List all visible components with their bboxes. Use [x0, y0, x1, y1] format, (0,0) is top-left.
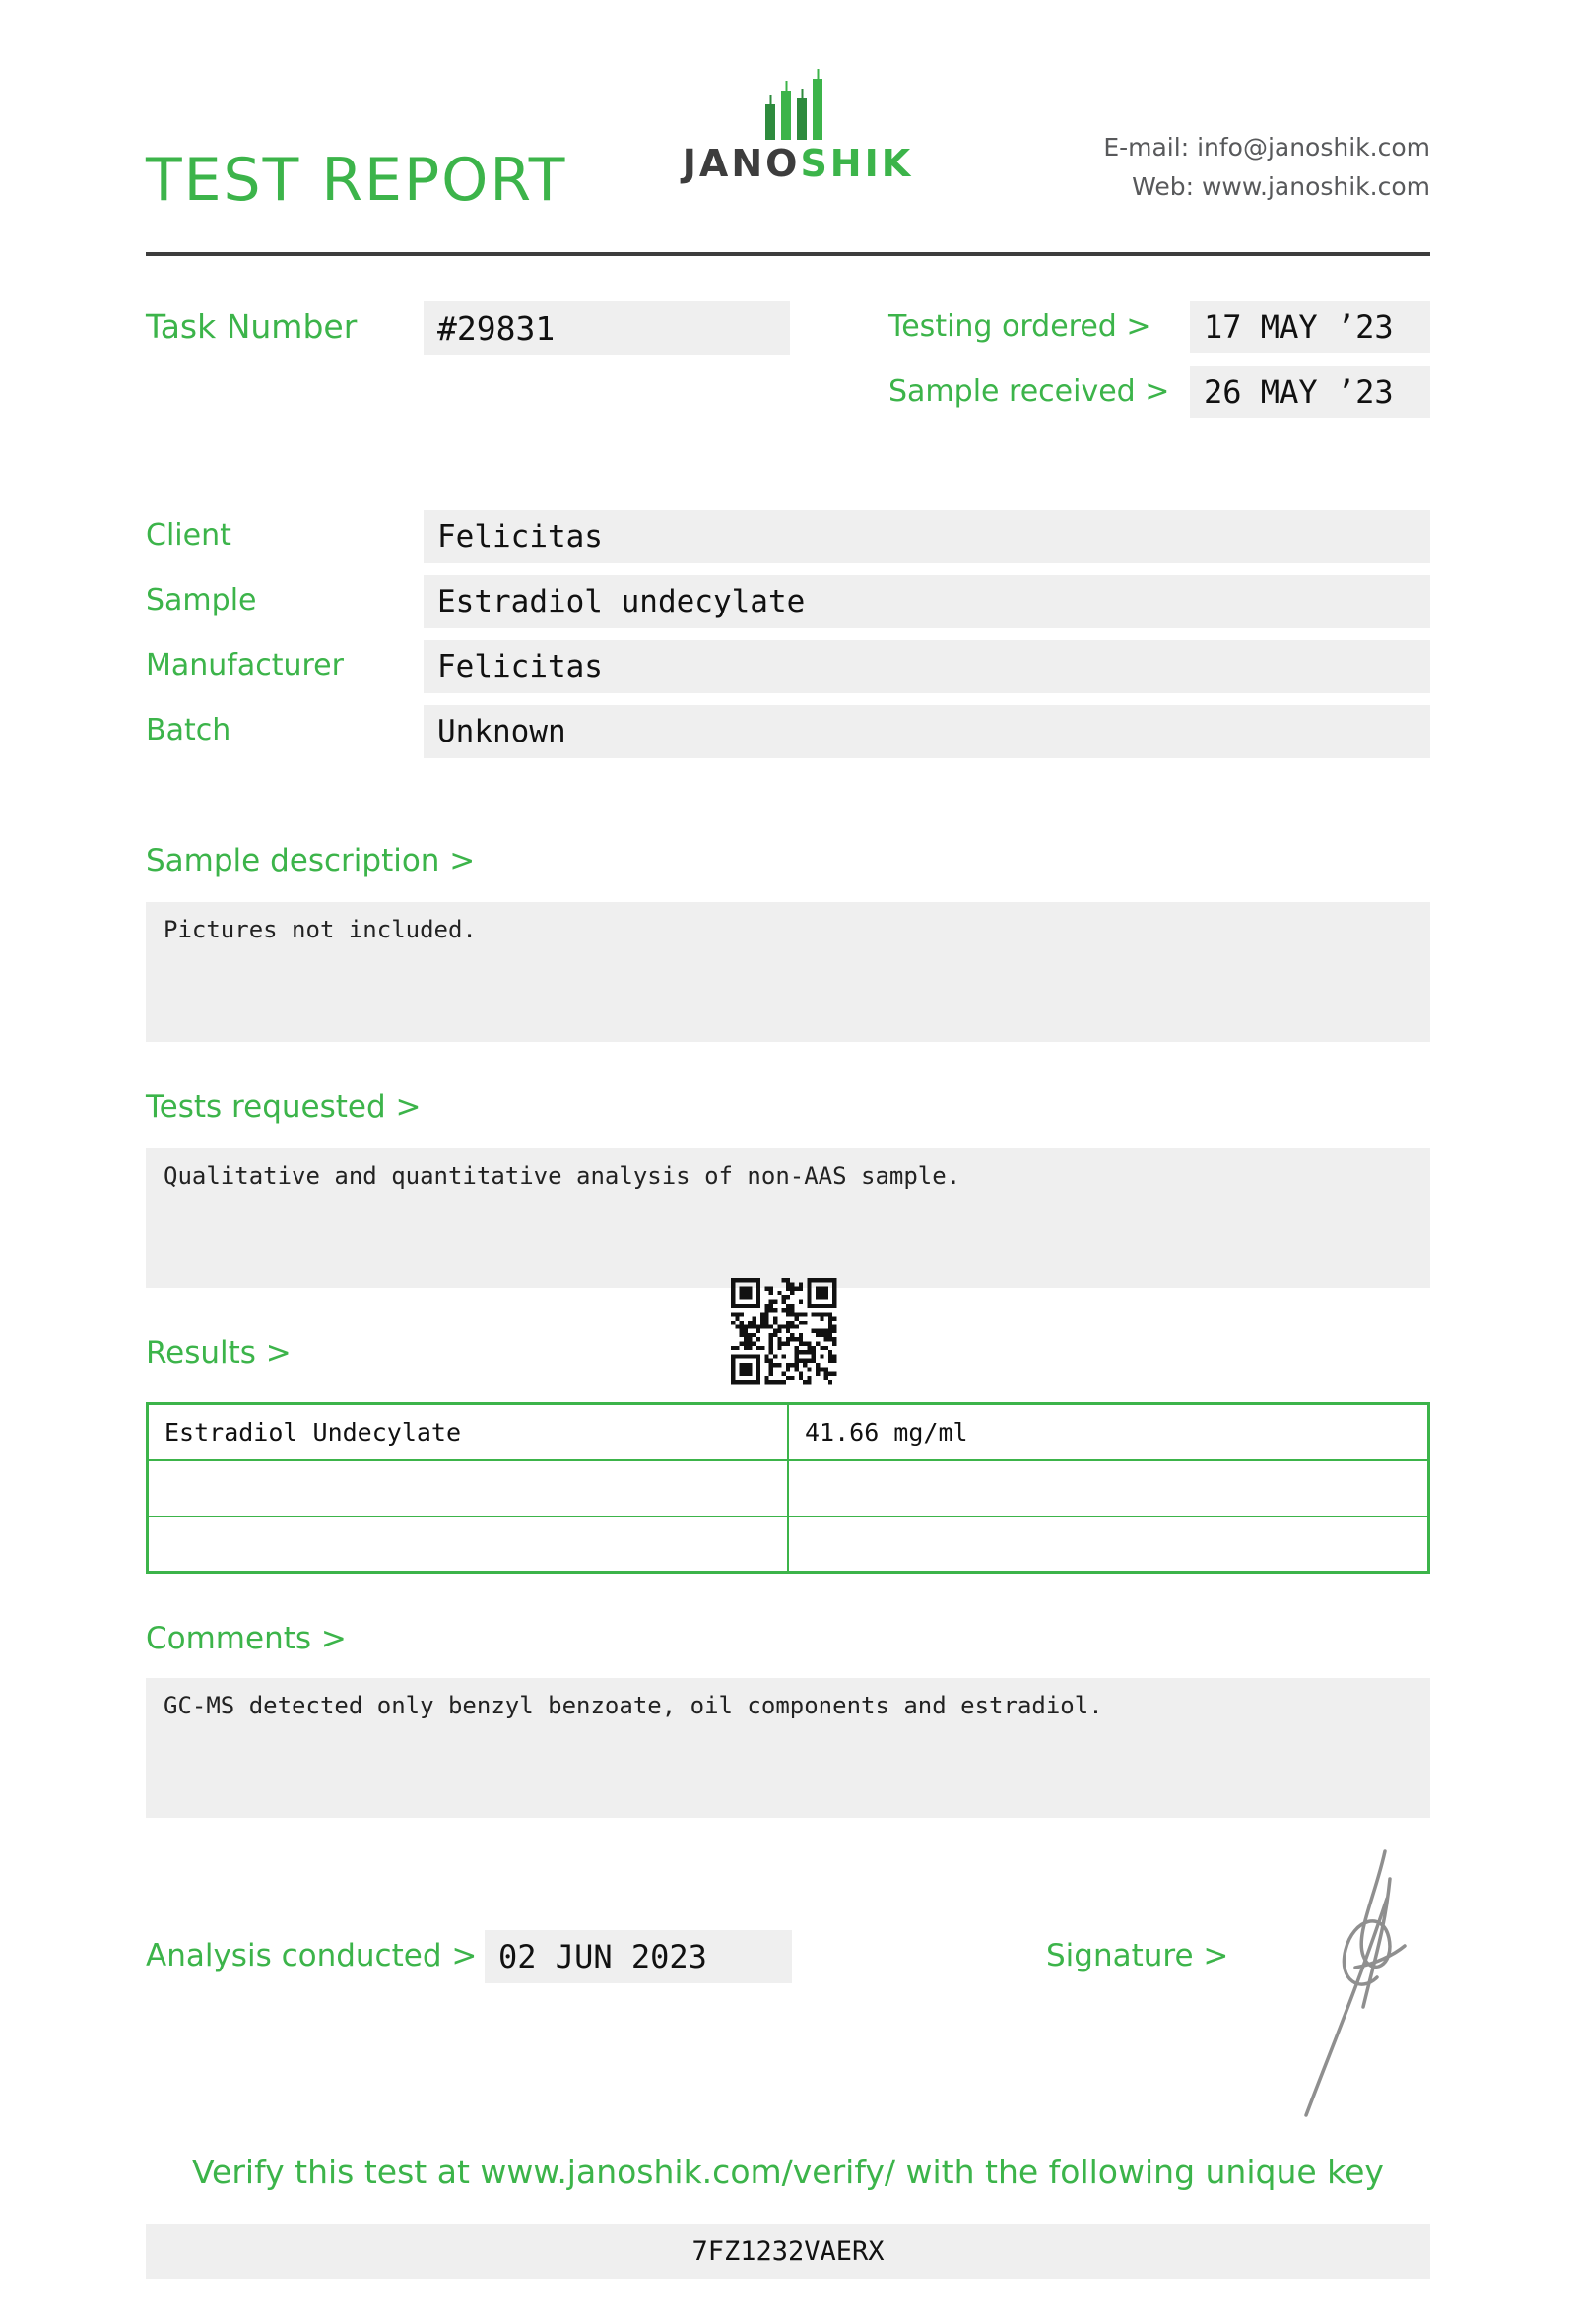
verify-key-box [146, 2224, 1430, 2279]
task-number-label: Task Number [146, 307, 358, 346]
analysis-date-value: 02 JUN 2023 [485, 1930, 792, 1983]
sample-received-value: 26 MAY ’23 [1190, 366, 1430, 418]
task-number-value: #29831 [424, 301, 790, 355]
signature-label: Signature > [1046, 1938, 1229, 1973]
results-row [148, 1404, 1429, 1460]
result-name-cell [148, 1460, 789, 1517]
result-value-cell: 41.66 mg/ml [788, 1404, 1429, 1460]
section-heading-results: Results > [146, 1335, 292, 1371]
result-value-cell [788, 1460, 1429, 1517]
detail-value-client: Felicitas [424, 510, 1430, 563]
section-heading-sample-description: Sample description > [146, 843, 476, 878]
section-heading-tests-requested: Tests requested > [146, 1089, 422, 1125]
result-name-cell: Estradiol Undecylate [148, 1404, 789, 1460]
page-title: TEST REPORT [146, 146, 567, 215]
header-divider [146, 252, 1430, 256]
contact-email: E-mail: info@janoshik.com [1103, 133, 1430, 161]
contact-info [1103, 128, 1430, 207]
results-row [148, 1460, 1429, 1517]
janoshik-logo [640, 65, 955, 185]
verify-key: 7FZ1232VAERX [691, 2235, 885, 2267]
logo-text [640, 142, 955, 185]
tests-requested-box: Qualitative and quantitative analysis of non-AAS sample. [146, 1148, 1430, 1288]
sample-description-box: Pictures not included. [146, 902, 1430, 1042]
detail-value-manufacturer: Felicitas [424, 640, 1430, 693]
detail-label-manufacturer: Manufacturer [146, 648, 344, 682]
results-table [146, 1402, 1430, 1574]
detail-label-sample: Sample [146, 583, 257, 617]
sample-received-label: Sample received > [888, 374, 1170, 409]
results-row [148, 1517, 1429, 1573]
analysis-conducted-label: Analysis conducted > [146, 1938, 478, 1973]
logo-text-jano: JANO [682, 142, 801, 185]
contact-web: Web: www.janoshik.com [1132, 172, 1430, 201]
verify-text: Verify this test at www.janoshik.com/verify/ with the following unique key [192, 2153, 1384, 2191]
logo-text-shik: SHIK [800, 142, 914, 185]
detail-label-client: Client [146, 518, 231, 552]
qr-code [731, 1278, 837, 1385]
result-value-cell [788, 1517, 1429, 1573]
section-heading-comments: Comments > [146, 1621, 347, 1656]
result-name-cell [148, 1517, 789, 1573]
testing-ordered-label: Testing ordered > [888, 309, 1151, 344]
comments-box: GC-MS detected only benzyl benzoate, oil components and estradiol. [146, 1678, 1430, 1818]
bar-chart-icon [744, 65, 852, 140]
detail-value-sample: Estradiol undecylate [424, 575, 1430, 628]
signature-image [1237, 1840, 1444, 2129]
testing-ordered-value: 17 MAY ’23 [1190, 301, 1430, 353]
detail-label-batch: Batch [146, 713, 231, 747]
detail-value-batch: Unknown [424, 705, 1430, 758]
